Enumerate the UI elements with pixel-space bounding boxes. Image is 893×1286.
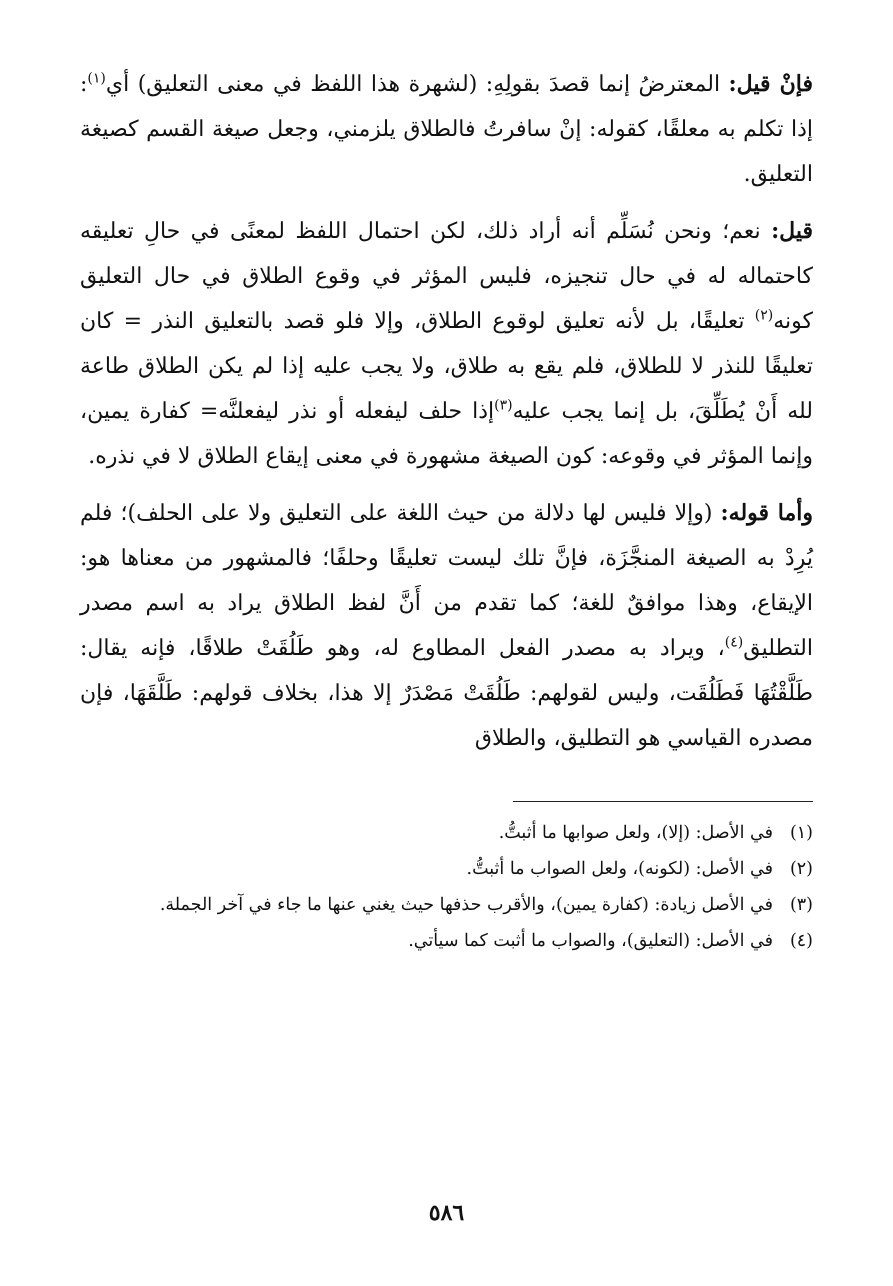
footnote-item bbox=[80, 816, 813, 850]
text-run: إذا حلف ليفعله أو نذر ليفعلنَّه= كفارة يمين، وإنما المؤثر في وقوعه: كون الصيغة مشهورة في معنى إيقاع الطلاق لا في نذره. bbox=[80, 399, 813, 469]
text-run: : إذا تكلم به معلقًا، كقوله: إنْ سافرتُ فالطلاق يلزمني، وجعل صيغة القسم كصيغة التعليق. bbox=[80, 72, 813, 187]
footnote-separator bbox=[513, 801, 813, 802]
text-run: المعترضُ إنما قصدَ بقولِهِ: (لشهرة هذا اللفظ في معنى التعليق) أي bbox=[105, 72, 729, 97]
paragraph-lead: وأما قوله: bbox=[720, 500, 814, 526]
footnote-number: (١) bbox=[789, 823, 813, 843]
page-number: ٥٨٦ bbox=[428, 1200, 465, 1226]
main-text bbox=[80, 62, 813, 761]
paragraph-lead: فإنْ قيل: bbox=[728, 71, 814, 97]
footnote-item bbox=[80, 852, 813, 886]
paragraph-lead: قيل: bbox=[771, 218, 813, 244]
footnote-item bbox=[80, 924, 813, 958]
text-run: (وإلا فليس لها دلالة من حيث اللغة على التعليق ولا على الحلف)؛ فلم يُرِدْ به الصيغة المنجَّزَة، فإنَّ تلك ليست تعليقًا وحلفًا؛ فالمشهور من معناها هو: الإيقاع، وهذا موافقٌ للغة؛ كما تقدم من أَنَّ لفظ الطلاق يراد به اسم مصدر التطليق bbox=[80, 501, 813, 661]
footnote-ref[interactable]: (٢) bbox=[754, 307, 774, 324]
footnote-ref[interactable]: (٣) bbox=[494, 397, 513, 414]
footnote-ref[interactable]: (٤) bbox=[724, 634, 744, 651]
footnote-text: في الأصل: (لكونه)، ولعل الصواب ما أثبتُّ. bbox=[466, 859, 773, 879]
footnote-item bbox=[80, 888, 813, 922]
text-run: ، ويراد به مصدر الفعل المطاوع له، وهو طَلُقَتْ طلاقًا، فإنه يقال: طَلَّقْتُهَا فَطَلُقَت، وليس لقولهم: طَلُقَتْ مَصْدَرٌ إلا هذا، بخلاف قولهم: طَلَّقَهَا، فإن مصدره القياسي هو التطليق، والطلاق bbox=[80, 636, 813, 751]
footnotes bbox=[80, 816, 813, 958]
paragraph-1 bbox=[80, 62, 813, 197]
footnote-number: (٣) bbox=[789, 895, 813, 915]
footnote-text: في الأصل: (التعليق)، والصواب ما أثبت كما سيأتي. bbox=[408, 931, 773, 951]
footnote-ref[interactable]: (١) bbox=[87, 70, 106, 87]
footnote-number: (٤) bbox=[789, 931, 813, 951]
text-run: نعم؛ ونحن نُسَلِّم أنه أراد ذلك، لكن احتمال اللفظ لمعنًى في حالِ تعليقه كاحتماله له في حال تنجيزه، فليس المؤثر في وقوع الطلاق في حال التعليق كونه bbox=[80, 219, 813, 334]
footnote-number: (٢) bbox=[789, 859, 813, 879]
paragraph-2 bbox=[80, 209, 813, 479]
footnote-text: في الأصل زيادة: (كفارة يمين)، والأقرب حذفها حيث يغني عنها ما جاء في آخر الجملة. bbox=[159, 895, 773, 915]
footnote-text: في الأصل: (إلا)، ولعل صوابها ما أثبتُّ. bbox=[498, 823, 773, 843]
text-run: تعليقًا، بل لأنه تعليق لوقوع الطلاق، وإلا فلو قصد بالتعليق النذر = كان تعليقًا للنذر لا للطلاق، فلم يقع به طلاق، ولا يجب عليه إذا لم يكن الطلاق طاعة لله أَنْ يُطَلِّقَ، بل إنما يجب عليه bbox=[80, 309, 814, 424]
paragraph-3 bbox=[80, 491, 813, 761]
